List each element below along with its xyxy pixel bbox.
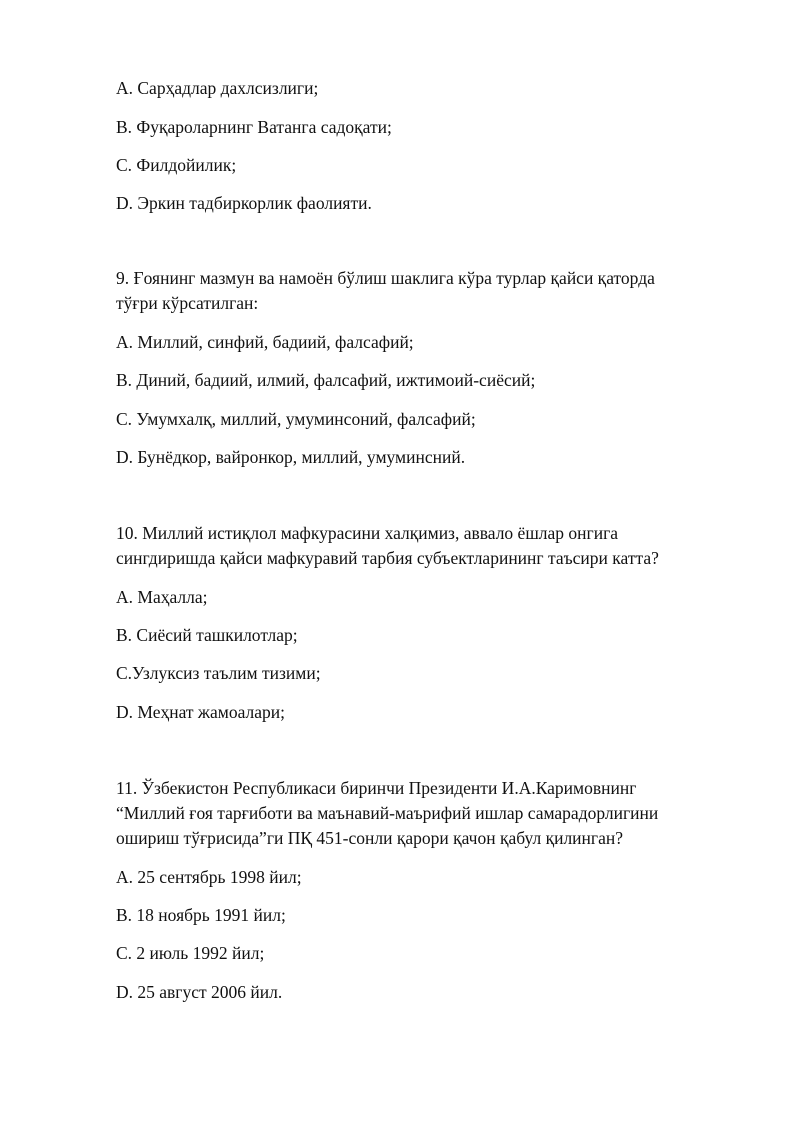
question-text: “Миллий ғоя тарғиботи ва маънавий-маърифий ишлар самарадорлигини — [116, 803, 659, 823]
question-text: 9. Ғоянинг мазмун ва намоён бўлиш шаклига кўра турлар қайси қаторда — [116, 268, 655, 288]
option-c: C. Филдойилик; — [116, 155, 237, 175]
question-text: сингдиришда қайси мафкуравий тарбия субъектларининг таъсири катта? — [116, 548, 659, 568]
option-d: D. Эркин тадбиркорлик фаолияти. — [116, 193, 372, 213]
question-text: ошириш тўғрисида”ги ПҚ 451-сонли қарори қачон қабул қилинган? — [116, 828, 623, 848]
option-a: A. Миллий, синфий, бадиий, фалсафий; — [116, 332, 414, 352]
option-a: A. Маҳалла; — [116, 587, 208, 607]
option-d: D. Бунёдкор, вайронкор, миллий, умуминсний. — [116, 447, 466, 467]
option-b: B. 18 ноябрь 1991 йил; — [116, 905, 286, 925]
question-text: тўғри кўрсатилган: — [116, 293, 259, 313]
option-b: B. Фуқароларнинг Ватанга садоқати; — [116, 117, 392, 137]
option-a: A. 25 сентябрь 1998 йил; — [116, 867, 302, 887]
option-c: C. 2 июль 1992 йил; — [116, 943, 265, 963]
option-d: D. Меҳнат жамоалари; — [116, 702, 286, 722]
option-d: D. 25 август 2006 йил. — [116, 982, 283, 1002]
option-a: A. Сарҳадлар дахлсизлиги; — [116, 78, 319, 98]
option-b: B. Сиёсий ташкилотлар; — [116, 625, 298, 645]
question-text: 10. Миллий истиқлол мафкурасини халқимиз, аввало ёшлар онгига — [116, 523, 619, 543]
option-b: B. Диний, бадиий, илмий, фалсафий, ижтимоий-сиёсий; — [116, 370, 536, 390]
question-text: 11. Ўзбекистон Республикаси биринчи Президенти И.А.Каримовнинг — [116, 778, 637, 798]
option-c: C.Узлуксиз таълим тизими; — [116, 663, 321, 683]
option-c: C. Умумхалқ, миллий, умуминсоний, фалсафий; — [116, 409, 476, 429]
